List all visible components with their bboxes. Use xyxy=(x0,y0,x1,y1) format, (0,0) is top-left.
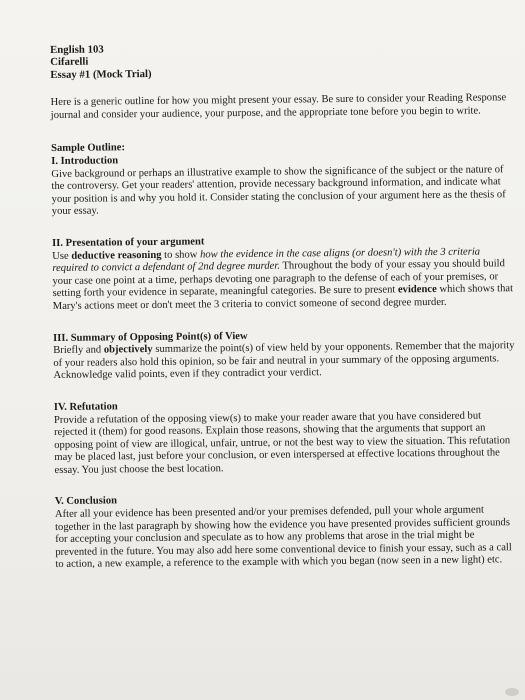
instructor-name: Cifarelli xyxy=(50,56,89,69)
document-content xyxy=(50,39,518,572)
section-title: V. Conclusion xyxy=(54,495,118,508)
section-body xyxy=(53,340,515,383)
section-argument xyxy=(52,233,515,313)
section-title: II. Presentation of your argument xyxy=(52,236,205,249)
section-opposing-views xyxy=(53,328,516,383)
section-introduction xyxy=(51,151,514,219)
text-run: to show xyxy=(161,249,201,261)
section-title: I. Introduction xyxy=(51,155,119,167)
section-body: Provide a refutation of the opposing view(s) to make your reader aware that you have considered but rejected it (them) for good reasons. Explain those reasons, showing that the arguments that support an opposing point of view are illogical, unfair, untrue, or not the best way to view the situation. This refutation may be placed last, just before your conclusion, or even interspersed at effective locations throughout the essay. You just choose the best location. xyxy=(53,410,511,476)
text-run: which shows that Mary's actions meet or don't meet the 3 criteria to convict someone of second degree murder. xyxy=(52,283,514,312)
assignment-title: Essay #1 (Mock Trial) xyxy=(50,67,152,81)
section-conclusion xyxy=(55,492,518,572)
text-run: Use xyxy=(52,250,72,262)
section-refutation xyxy=(54,397,517,477)
section-body: After all your evidence has been presented and/or your premises defended, pull your whole argument together in the last paragraph by showing how the evidence you have presented provides sufficient grounds for accepting your conclusion and speculate as to how any problems that arose in the trial might be prevented in the future. You may also add here some conventional device to finish your essay, such as a call to action, a new example, a reference to the example with which you began (now seen in a new light) etc. xyxy=(54,504,512,571)
page-corner-shadow xyxy=(505,688,519,696)
intro-paragraph: Here is a generic outline for how you might present your essay. Be sure to consider your Reading Response journal and consider your audience, your purpose, and the appropriate tone before you begin to write. xyxy=(50,92,507,121)
section-body xyxy=(52,246,515,314)
emphasis-objectively: objectively xyxy=(103,344,153,356)
text-run: Briefly and xyxy=(53,344,104,357)
emphasis-evidence: evidence xyxy=(397,284,437,296)
text-run: Throughout the body of your essay you should build your case one point at a time, perhaps devoting one paragraph to the defense of each of your premises, or setting forth your evidence in separate, meaningful categories. Be sure to present xyxy=(52,258,505,300)
outline-label: Sample Outline: xyxy=(51,142,126,155)
section-body: Give background or perhaps an illustrative example to show the significance of the subject or the nature of the controversy. Get your readers' attention, provide necessary background information, and indicate what your position is and why you hold it. Consider stating the conclusion of your argument here as the thesis of your essay. xyxy=(51,163,506,218)
course-name: English 103 xyxy=(50,43,104,56)
italic-criteria-text: how the evidence in the case aligns (or doesn't) with the 3 criteria required to convict a defendant of 2nd degree murder. xyxy=(52,246,481,275)
emphasis-deductive-reasoning: deductive reasoning xyxy=(71,249,162,262)
text-run: summarize the point(s) of view held by your opponents. Remember that the majority of your readers also hold this opinion, so be fair and neutral in your summary of the opposing arguments. Acknowledge valid points, even if they contradict your verdict. xyxy=(53,340,515,382)
section-title: III. Summary of Opposing Point(s) of View xyxy=(53,330,248,344)
section-title: IV. Refutation xyxy=(53,401,118,413)
